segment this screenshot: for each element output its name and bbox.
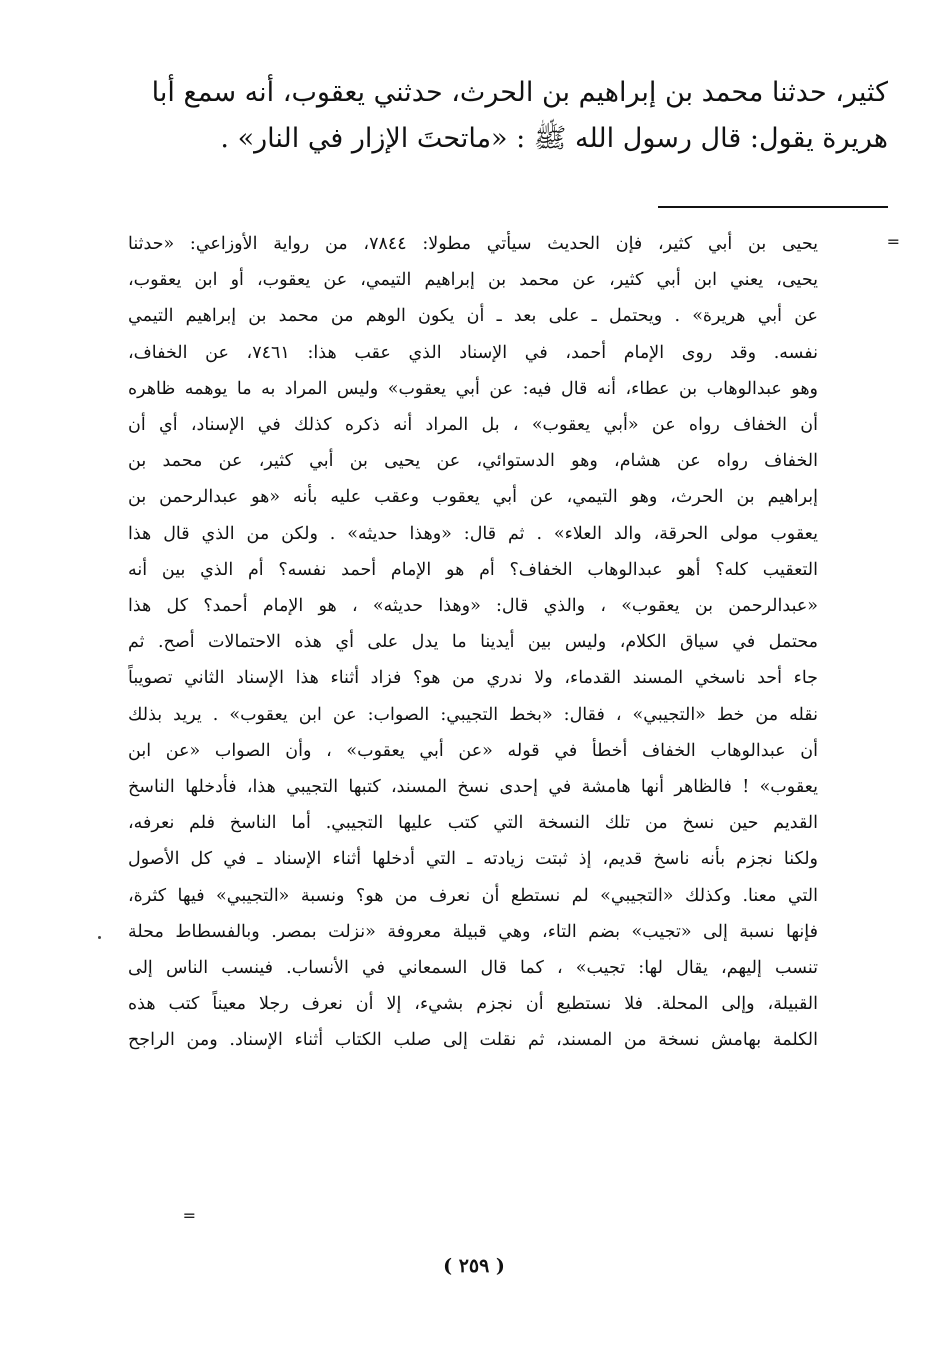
main-text-line: كثير، حدثنا محمد بن إبراهيم بن الحرث، حدثني يعقوب، أنه سمع أبا	[151, 77, 888, 108]
footnote-continuation-mark: =	[182, 1206, 196, 1225]
footnote-separator	[658, 206, 888, 208]
footnote-line: التعقيب كله؟ أهو عبدالوهاب الخفاف؟ أم هو الإمام أحمد نفسه؟ أم الذي بين أنه	[128, 559, 818, 580]
footnote-line: عن أبي هريرة» . ويحتمل ـ على بعد ـ أن يكون الوهم من محمد بن إبراهيم التيمي	[128, 306, 818, 327]
footnote-line: «عبدالرحمن بن يعقوب» ، والذي قال: «وهذا حديثه» ، هو الإمام أحمد؟ كل هذا	[128, 596, 818, 617]
footnote-line: جاء أحد ناسخي المسند القدماء، ولا ندري من هو؟ فزاد أثناء هذا الإسناد الثاني تصويباً	[128, 668, 818, 689]
footnote-line: ولكنا نجزم بأنه ناسخ قديم، إذ ثبتت زيادته ـ التي أدخلها أثناء الإسناد ـ في كل الأصول	[128, 849, 818, 870]
footnote-line: أن عبدالوهاب الخفاف أخطأ في قوله «عن أبي يعقوب» ، وأن الصواب «عن ابن	[128, 740, 818, 761]
footnote-line: يعقوب» ! فالظاهر أنها هامشة في إحدى نسخ المسند، كتبها التجيبي هذا، فأدخلها الناسخ	[128, 777, 818, 798]
footnote-line: يعقوب مولى الحرقة، والد العلاء» . ثم قال: «وهذا حديثه» . ولكن من الذي قال هذا	[128, 523, 818, 544]
footnote-line: نفسه. وقد روى الإمام أحمد، في الإسناد الذي عقب هذا: ٧٤٦١، عن الخفاف،	[128, 342, 818, 363]
footnote-line: التي معنا. وكذلك «التجيبي» لم نستطع أن نعرف من هو؟ ونسبة «التجيبي» فيها كثرة،	[128, 885, 818, 906]
main-text	[151, 70, 888, 162]
footnote-line: أن الخفاف رواه عن «أبي يعقوب» ، بل المراد أنه ذكره كذلك في الإسناد، أي أن	[128, 415, 818, 436]
footnote-line: يحيى، يعني ابن أبي كثير، عن محمد بن إبراهيم التيمي، عن يعقوب، أو ابن يعقوب،	[128, 270, 818, 291]
footnote-line: يحيى بن أبي كثير، فإن الحديث سيأتي مطولا: ٧٨٤٤، من رواية الأوزاعي: «حدثنا	[128, 234, 818, 254]
footnote-line: نقله من خط «التجيبي» ، فقال: «بخط التجيبي: الصواب: عن ابن يعقوب» . يريد بذلك	[128, 704, 818, 725]
footnote-line: فإنها نسبة إلى «تجيب» بضم التاء، وهي قبيلة معروفة «نزلت بمصر. وبالفسطاط محلة	[128, 921, 818, 942]
footnote-line: محتمل في سياق الكلام، وليس بين أيدينا ما يدل على أي هذه الاحتمالات أصح. ثم	[128, 632, 818, 653]
footnote-line: إبراهيم بن الحرث، وهو التيمي، عن أبي يعقوب وعقب عليه بأنه «هو عبدالرحمن بن	[128, 487, 818, 508]
footnote-line: القبيلة، وإلى المحلة. فلا نستطيع أن نجزم بشيء، إلا أن نعرف رجلا معيناً كتب هذه	[128, 994, 818, 1015]
scan-speck	[98, 936, 101, 939]
footnote	[128, 226, 818, 1059]
footnote-line: الكلمة بهامش نسخة من المسند، ثم نقلت إلى صلب الكتاب أثناء الإسناد. ومن الراجح	[128, 1030, 818, 1051]
page-number: ( ٢٥٩ )	[443, 1255, 505, 1277]
footnote-line: وهو عبدالوهاب بن عطاء، أنه قال فيه: عن أبي يعقوب» وليس المراد به ما يوهمه ظاهره	[128, 378, 818, 399]
footnote-line: القديم حين نسخ من تلك النسخة التي كتب عليها التجيبي. أما الناسخ فلم نعرفه،	[128, 813, 818, 834]
main-text-line: هريرة يقول: قال رسول الله ﷺ : «ماتحتَ الإزار في النار» .	[220, 123, 888, 154]
footnote-line: تنسب إليهم، يقال لها: تجيب» ، كما قال السمعاني في الأنساب. فينسب الناس إلى	[128, 958, 818, 979]
footnote-continuation-mark: =	[886, 232, 900, 251]
footnote-line: الخفاف رواه عن هشام، وهو الدستوائي، عن يحيى بن أبي كثير، عن محمد بن	[128, 451, 818, 472]
